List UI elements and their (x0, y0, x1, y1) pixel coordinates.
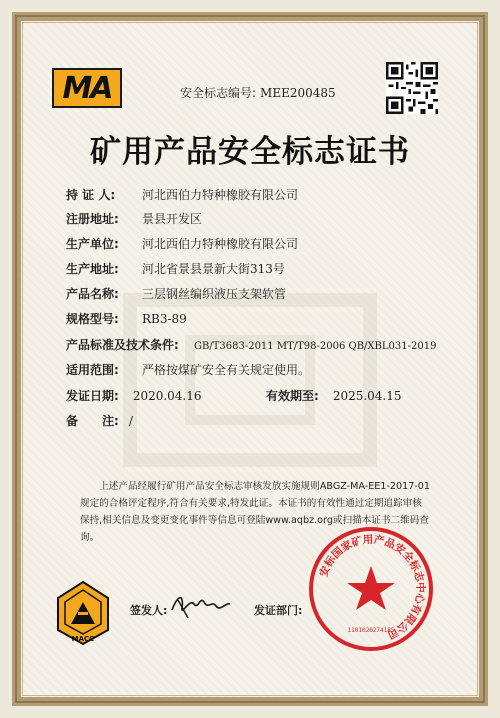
field-label: 适用范围: (66, 363, 119, 377)
seal-text: 安标国家矿用产品安全标志中心有限公司 (317, 533, 427, 641)
serial-label: 安全标志编号: (180, 86, 257, 100)
field-production-address (66, 260, 285, 277)
issuer-label: 发证部门: (254, 604, 303, 617)
serial-value: MEE200485 (260, 86, 336, 100)
qr-code-icon (386, 62, 438, 114)
ma-logo (52, 68, 122, 108)
signer-label: 签发人: (130, 604, 168, 617)
remarks (66, 412, 133, 429)
field-label: 持 证 人: (66, 188, 116, 202)
field-holder (66, 186, 298, 203)
certificate-title: 矿用产品安全标志证书 (90, 134, 410, 170)
field-value: 景县开发区 (142, 212, 203, 226)
field-label: 生产单位: (66, 237, 119, 251)
field-value: GB/T3683-2011 MT/T98-2006 QB/XBL031-2019 (194, 341, 437, 352)
expiry-date (266, 387, 402, 404)
field-label: 产品标准及技术条件: (66, 338, 179, 352)
ma-logo-text: MA (62, 70, 112, 106)
field-standards (66, 336, 436, 353)
field-production-unit (66, 235, 298, 252)
field-product-name (66, 285, 286, 302)
certificate-notice: 上述产品经履行矿用产品安全标志审核发放实施规则ABGZ-MA-EE1-2017-01规定的合格评定程序,符合有关要求,特发此证。本证书的有效性通过定期追踪审核保持,相关信息及变更变化事件等信息可登陆www.aqbz.org或扫描本证书二维码查询。 (80, 481, 430, 543)
expiry-date-value: 2025.04.15 (332, 389, 402, 403)
field-model (66, 310, 187, 327)
field-value: 河北西伯力特种橡胶有限公司 (142, 237, 299, 251)
field-value: 河北西伯力特种橡胶有限公司 (142, 188, 299, 202)
field-label: 产品名称: (66, 287, 119, 301)
issue-date (66, 387, 202, 404)
macc-emblem-icon (56, 580, 110, 646)
official-red-seal-icon (306, 524, 436, 654)
field-value: 严格按煤矿安全有关规定使用。 (142, 363, 311, 377)
seal-number: 1101020274185 (347, 627, 395, 634)
remarks-label: 备 注: (66, 414, 119, 428)
field-label: 规格型号: (66, 312, 119, 326)
macc-text: MACC (71, 635, 95, 643)
field-registered-address (66, 210, 202, 227)
remarks-value: / (128, 414, 133, 428)
issue-date-label: 发证日期: (66, 389, 119, 403)
field-label: 注册地址: (66, 212, 119, 226)
field-value: 三层钢丝编织液压支架软管 (142, 287, 287, 301)
field-scope (66, 361, 310, 378)
expiry-date-label: 有效期至: (266, 389, 319, 403)
field-value: 河北省景县景新大街313号 (142, 262, 285, 276)
field-value: RB3-89 (142, 312, 187, 326)
field-label: 生产地址: (66, 262, 119, 276)
issue-date-value: 2020.04.16 (132, 389, 202, 403)
handwritten-signature-icon (168, 588, 234, 622)
safety-mark-number (180, 84, 336, 101)
